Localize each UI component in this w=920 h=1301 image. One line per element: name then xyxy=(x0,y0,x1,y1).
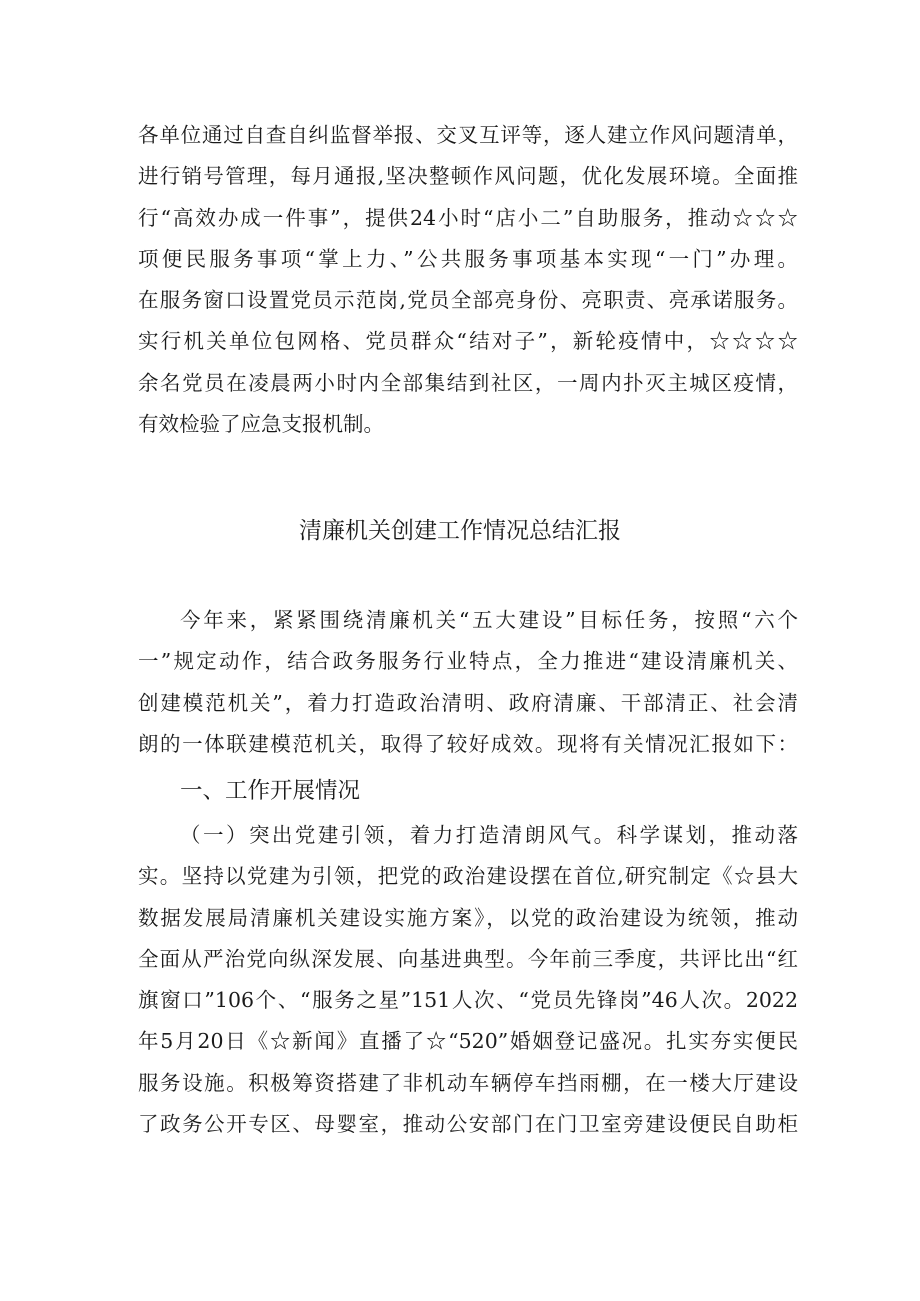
text-line: 服务设施。积极筹资搭建了非机动车辆停车挡雨棚，在一楼大厅建设 xyxy=(138,1070,798,1095)
text-line: 项便民服务事项“掌上力、”公共服务事项基本实现“一门”办理。 xyxy=(138,246,798,271)
text-line: 今年来，紧紧围绕清廉机关“五大建设”目标任务，按照“六个 xyxy=(180,608,798,632)
text-line: 有效检验了应急支报机制。 xyxy=(138,412,384,437)
text-line: （一）突出党建引领，着力打造清朗风气。科学谋划，推动落 xyxy=(180,823,798,847)
text-line: 进行销号管理，每月通报,坚决整顿作风问题，优化发展环境。全面推 xyxy=(138,164,798,189)
text-line: 朗的一体联建模范机关，取得了较好成效。现将有关情况汇报如下： xyxy=(138,731,798,756)
text-line: 了政务公开专区、母婴室，推动公安部门在门卫室旁建设便民自助柜 xyxy=(138,1112,798,1137)
text-line: 数据发展局清廉机关建设实施方案》，以党的政治建设为统领，推动 xyxy=(138,905,798,930)
text-line: 一”规定动作，结合政务服务行业特点，全力推进“建设清廉机关、 xyxy=(138,649,798,674)
previous-paragraph xyxy=(138,115,798,445)
text-line: 行“高效办成一件事”，提供24小时“店小二”自助服务，推动☆☆☆ xyxy=(138,205,798,230)
document-title: 清廉机关创建工作情况总结汇报 xyxy=(299,518,621,544)
text-line: 各单位通过自查自纠监督举报、交叉互评等，逐人建立作风问题清单， xyxy=(138,123,798,147)
text-line: 在服务窗口设置党员示范岗,党员全部亮身份、亮职责、亮承诺服务。 xyxy=(138,288,798,313)
text-line: 创建模范机关”，着力打造政治清明、政府清廉、干部清正、社会清 xyxy=(138,690,798,715)
text-line: 年5月20日《☆新闻》直播了☆“520”婚姻登记盛况。扎实夯实便民 xyxy=(138,1029,798,1054)
intro-paragraph xyxy=(138,600,798,765)
text-line: 实。坚持以党建为引领，把党的政治建设摆在首位,研究制定《☆县大 xyxy=(138,864,798,889)
section-paragraph xyxy=(138,815,798,1145)
text-line: 旗窗口”106个、“服务之星”151人次、“党员先锋岗”46人次。2022 xyxy=(138,988,798,1013)
text-line: 实行机关单位包网格、党员群众“结对子”，新轮疫情中，☆☆☆☆ xyxy=(138,329,798,354)
text-line: 全面从严治党向纵深发展、向基进典型。今年前三季度，共评比出“红 xyxy=(138,946,798,971)
section-heading: 一、工作开展情况 xyxy=(180,778,361,804)
text-line: 余名党员在凌晨两小时内全部集结到社区，一周内扑灭主城区疫情， xyxy=(138,370,798,395)
